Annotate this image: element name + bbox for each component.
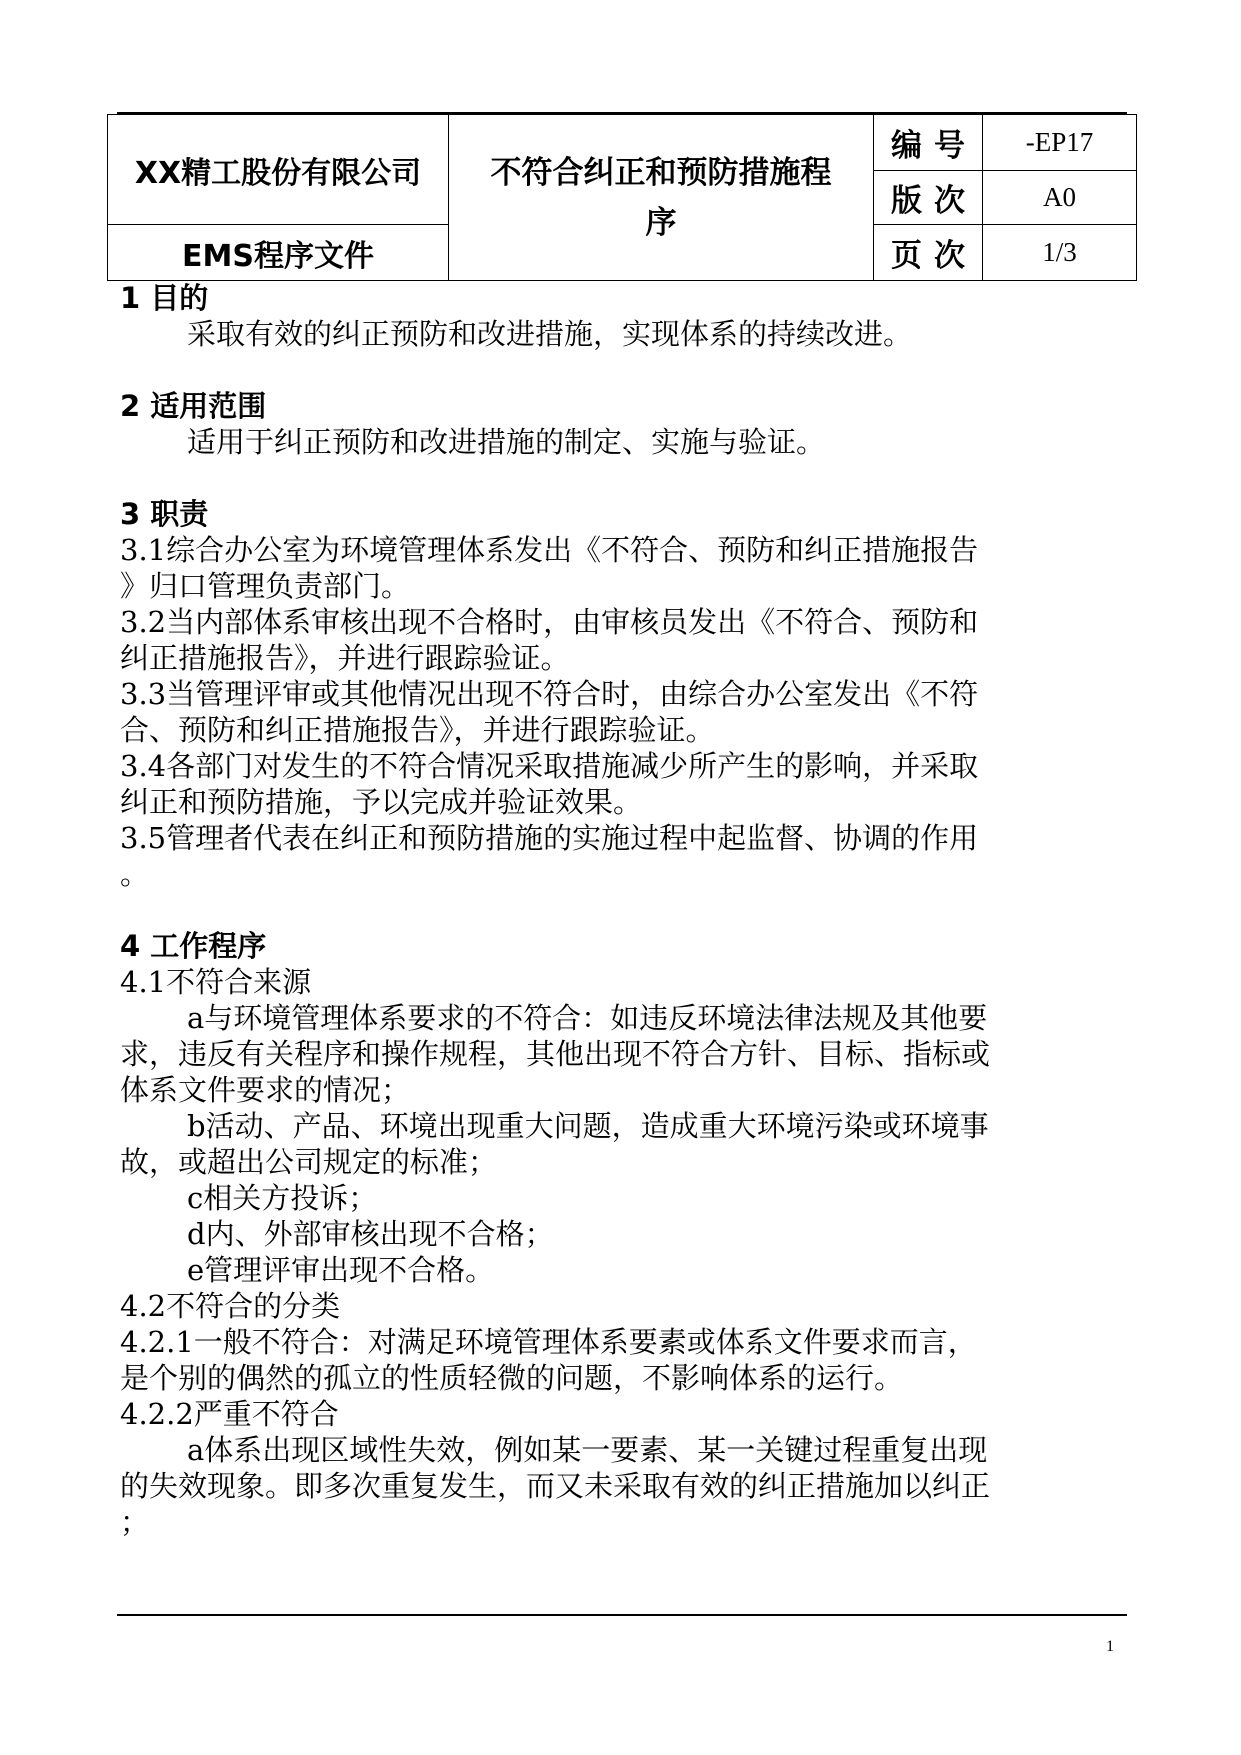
responsibility-line: 3.5管理者代表在纠正和预防措施的实施过程中起监督、协调的作用 — [120, 821, 979, 855]
footer-rule — [117, 1614, 1127, 1616]
procedure-line: e管理评审出现不合格。 — [187, 1253, 495, 1287]
procedure-line: ； — [120, 1505, 150, 1539]
section-heading-responsibilities: 3 职责 — [120, 497, 209, 531]
procedure-line: b活动、产品、环境出现重大问题，造成重大环境污染或环境事 — [187, 1109, 989, 1143]
procedure-line: c相关方投诉； — [187, 1181, 378, 1215]
section-heading-scope: 2 适用范围 — [120, 389, 267, 423]
document-type: EMS程序文件 — [108, 225, 449, 281]
procedure-line: 是个别的偶然的孤立的性质轻微的问题，不影响体系的运行。 — [120, 1361, 904, 1395]
procedure-line: 4.2不符合的分类 — [120, 1289, 341, 1323]
responsibility-line: 3.2当内部体系审核出现不合格时，由审核员发出《不符合、预防和 — [120, 605, 979, 639]
procedure-line: 4.2.1一般不符合：对满足环境管理体系要素或体系文件要求而言， — [120, 1325, 977, 1359]
field-label-page: 页次 — [874, 225, 983, 281]
field-value-page: 1/3 — [983, 225, 1137, 281]
field-label-number: 编号 — [874, 115, 983, 171]
responsibility-line: 纠正措施报告》，并进行跟踪验证。 — [120, 641, 570, 675]
company-name: XX精工股份有限公司 — [108, 115, 449, 225]
document-header-table — [107, 114, 1137, 281]
field-value-version: A0 — [983, 171, 1137, 225]
document-title — [449, 115, 874, 281]
field-value-number: -EP17 — [983, 115, 1137, 171]
procedure-line: 体系文件要求的情况； — [120, 1073, 411, 1107]
section-heading-procedure: 4 工作程序 — [120, 929, 267, 963]
procedure-line: 4.2.2严重不符合 — [120, 1397, 339, 1431]
responsibility-line: 。 — [120, 857, 150, 891]
responsibility-line: 3.3当管理评审或其他情况出现不符合时，由综合办公室发出《不符 — [120, 677, 979, 711]
procedure-line: 4.1不符合来源 — [120, 965, 312, 999]
procedure-line: 故，或超出公司规定的标准； — [120, 1145, 498, 1179]
procedure-line: d内、外部审核出现不合格； — [187, 1217, 554, 1251]
procedure-line: 求，违反有关程序和操作规程，其他出现不符合方针、目标、指标或 — [120, 1037, 991, 1071]
page-number: 1 — [1106, 1638, 1114, 1655]
section-heading-purpose: 1 目的 — [120, 281, 209, 315]
responsibility-line: 》归口管理负责部门。 — [120, 569, 411, 603]
procedure-line: a体系出现区域性失效，例如某一要素、某一关键过程重复出现 — [187, 1433, 988, 1467]
section-text-scope: 适用于纠正预防和改进措施的制定、实施与验证。 — [187, 425, 826, 459]
responsibility-line: 纠正和预防措施，予以完成并验证效果。 — [120, 785, 643, 819]
field-label-version: 版次 — [874, 171, 983, 225]
responsibility-line: 3.1综合办公室为环境管理体系发出《不符合、预防和纠正措施报告 — [120, 533, 979, 567]
procedure-line: a与环境管理体系要求的不符合：如违反环境法律法规及其他要 — [187, 1001, 988, 1035]
document-title-text: 不符合纠正和预防措施程序 — [490, 154, 832, 241]
responsibility-line: 3.4各部门对发生的不符合情况采取措施减少所产生的影响，并采取 — [120, 749, 979, 783]
procedure-line: 的失效现象。即多次重复发生，而又未采取有效的纠正措施加以纠正 — [120, 1469, 991, 1503]
document-body — [120, 280, 1132, 1540]
section-text-purpose: 采取有效的纠正预防和改进措施，实现体系的持续改进。 — [187, 317, 913, 351]
responsibility-line: 合、预防和纠正措施报告》，并进行跟踪验证。 — [120, 713, 715, 747]
